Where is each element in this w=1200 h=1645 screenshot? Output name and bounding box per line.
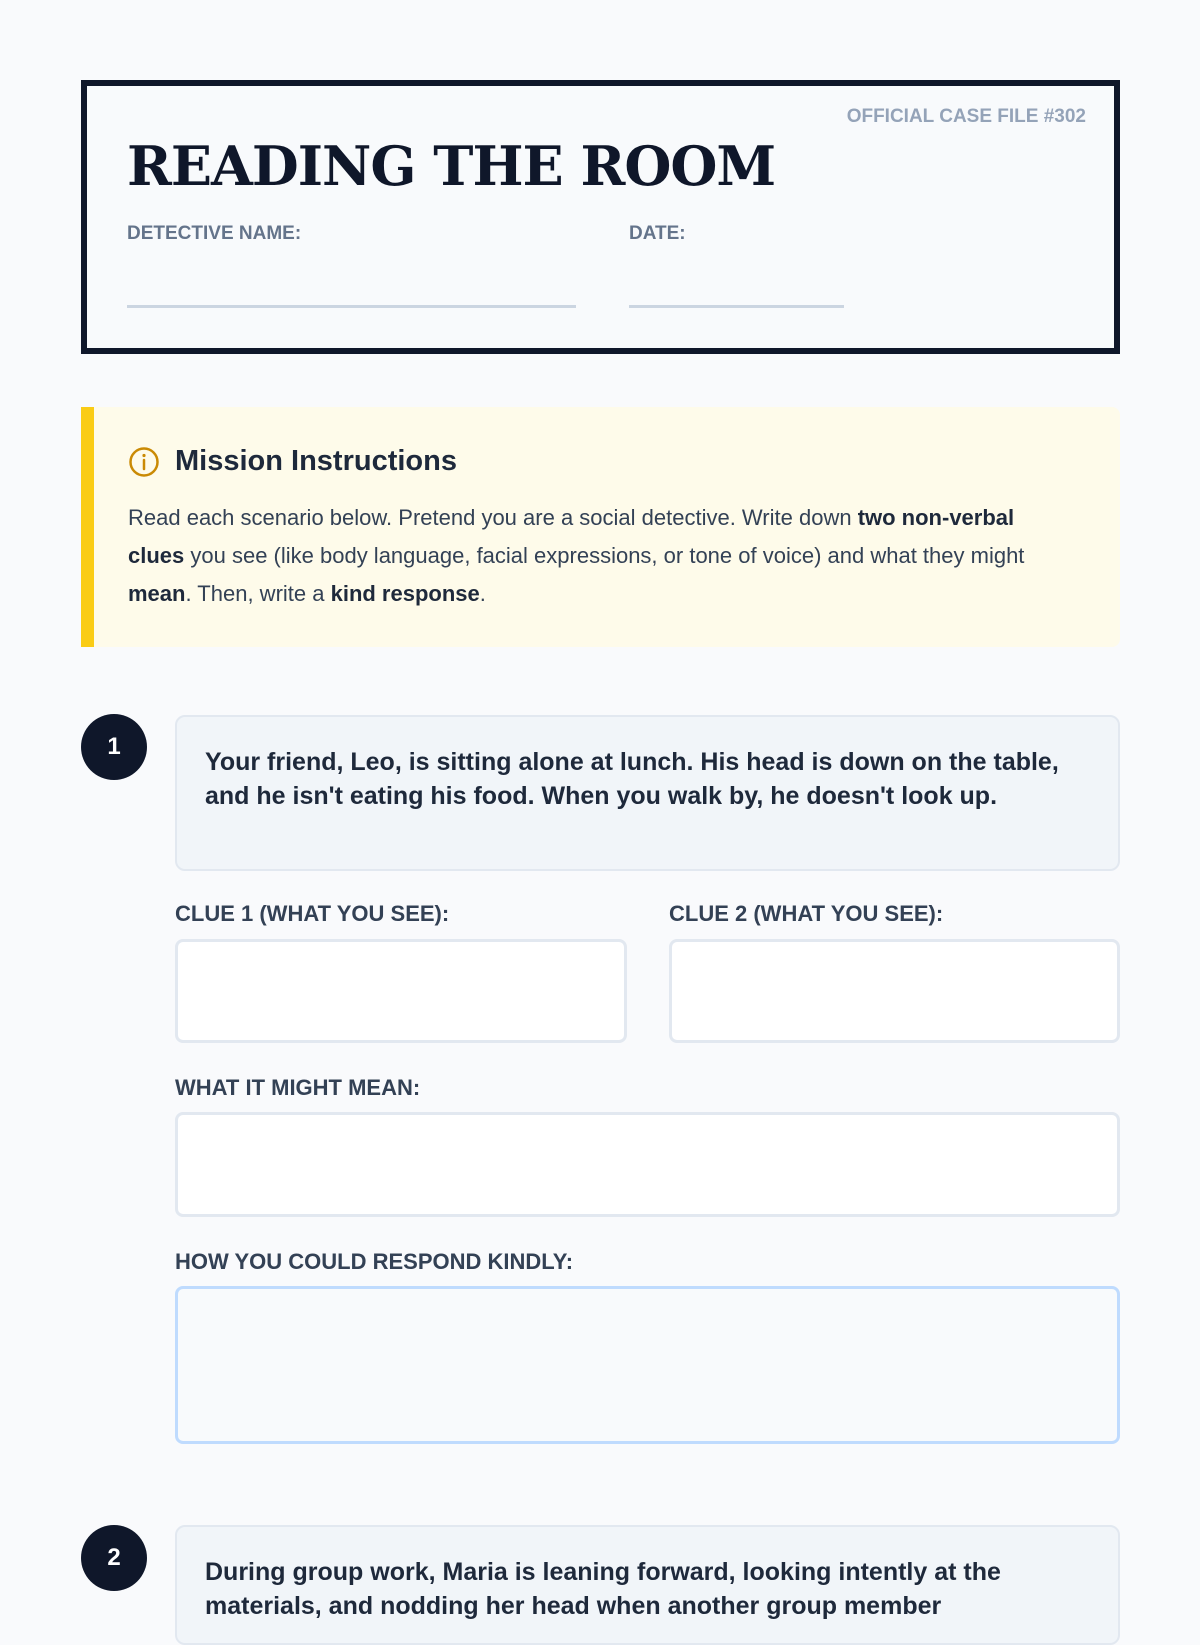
instructions-heading — [128, 445, 457, 478]
meaning-label: WHAT IT MIGHT MEAN: — [175, 1075, 421, 1100]
detective-name-label: DETECTIVE NAME: — [127, 223, 302, 244]
clue-2-input[interactable] — [669, 939, 1120, 1043]
case-file-header — [81, 80, 1120, 354]
page-title: READING THE ROOM — [127, 134, 776, 198]
case-file-number: OFFICIAL CASE FILE #302 — [846, 106, 1086, 127]
mission-instructions — [81, 407, 1120, 647]
scenario-number-badge: 2 — [81, 1525, 147, 1591]
scenario-prompt — [175, 715, 1120, 871]
clue-2-label: CLUE 2 (WHAT YOU SEE): — [669, 901, 944, 926]
clue-1-label: CLUE 1 (WHAT YOU SEE): — [175, 901, 450, 926]
clue-1-input[interactable] — [175, 939, 627, 1043]
date-field[interactable] — [629, 305, 844, 308]
info-icon — [128, 446, 160, 478]
kind-response-input[interactable] — [175, 1286, 1120, 1444]
scenario-text: During group work, Maria is leaning forward, looking intently at the materials, and nodding her head when another group member — [205, 1558, 1001, 1620]
scenario-number-badge: 1 — [81, 714, 147, 780]
response-label: HOW YOU COULD RESPOND KINDLY: — [175, 1249, 574, 1274]
instructions-body: Read each scenario below. Pretend you are a social detective. Write down two non-verbal clues you see (like body language, facial expressions, or tone of voice) and what they might mean. Then, write a kind response. — [128, 505, 1025, 606]
scenario-prompt — [175, 1525, 1120, 1645]
meaning-input[interactable] — [175, 1112, 1120, 1217]
instructions-title: Mission Instructions — [175, 445, 457, 477]
date-label: DATE: — [629, 223, 686, 244]
scenario-text: Your friend, Leo, is sitting alone at lunch. His head is down on the table, and he isn't eating his food. When you walk by, he doesn't look up. — [205, 748, 1059, 810]
detective-name-field[interactable] — [127, 305, 576, 308]
